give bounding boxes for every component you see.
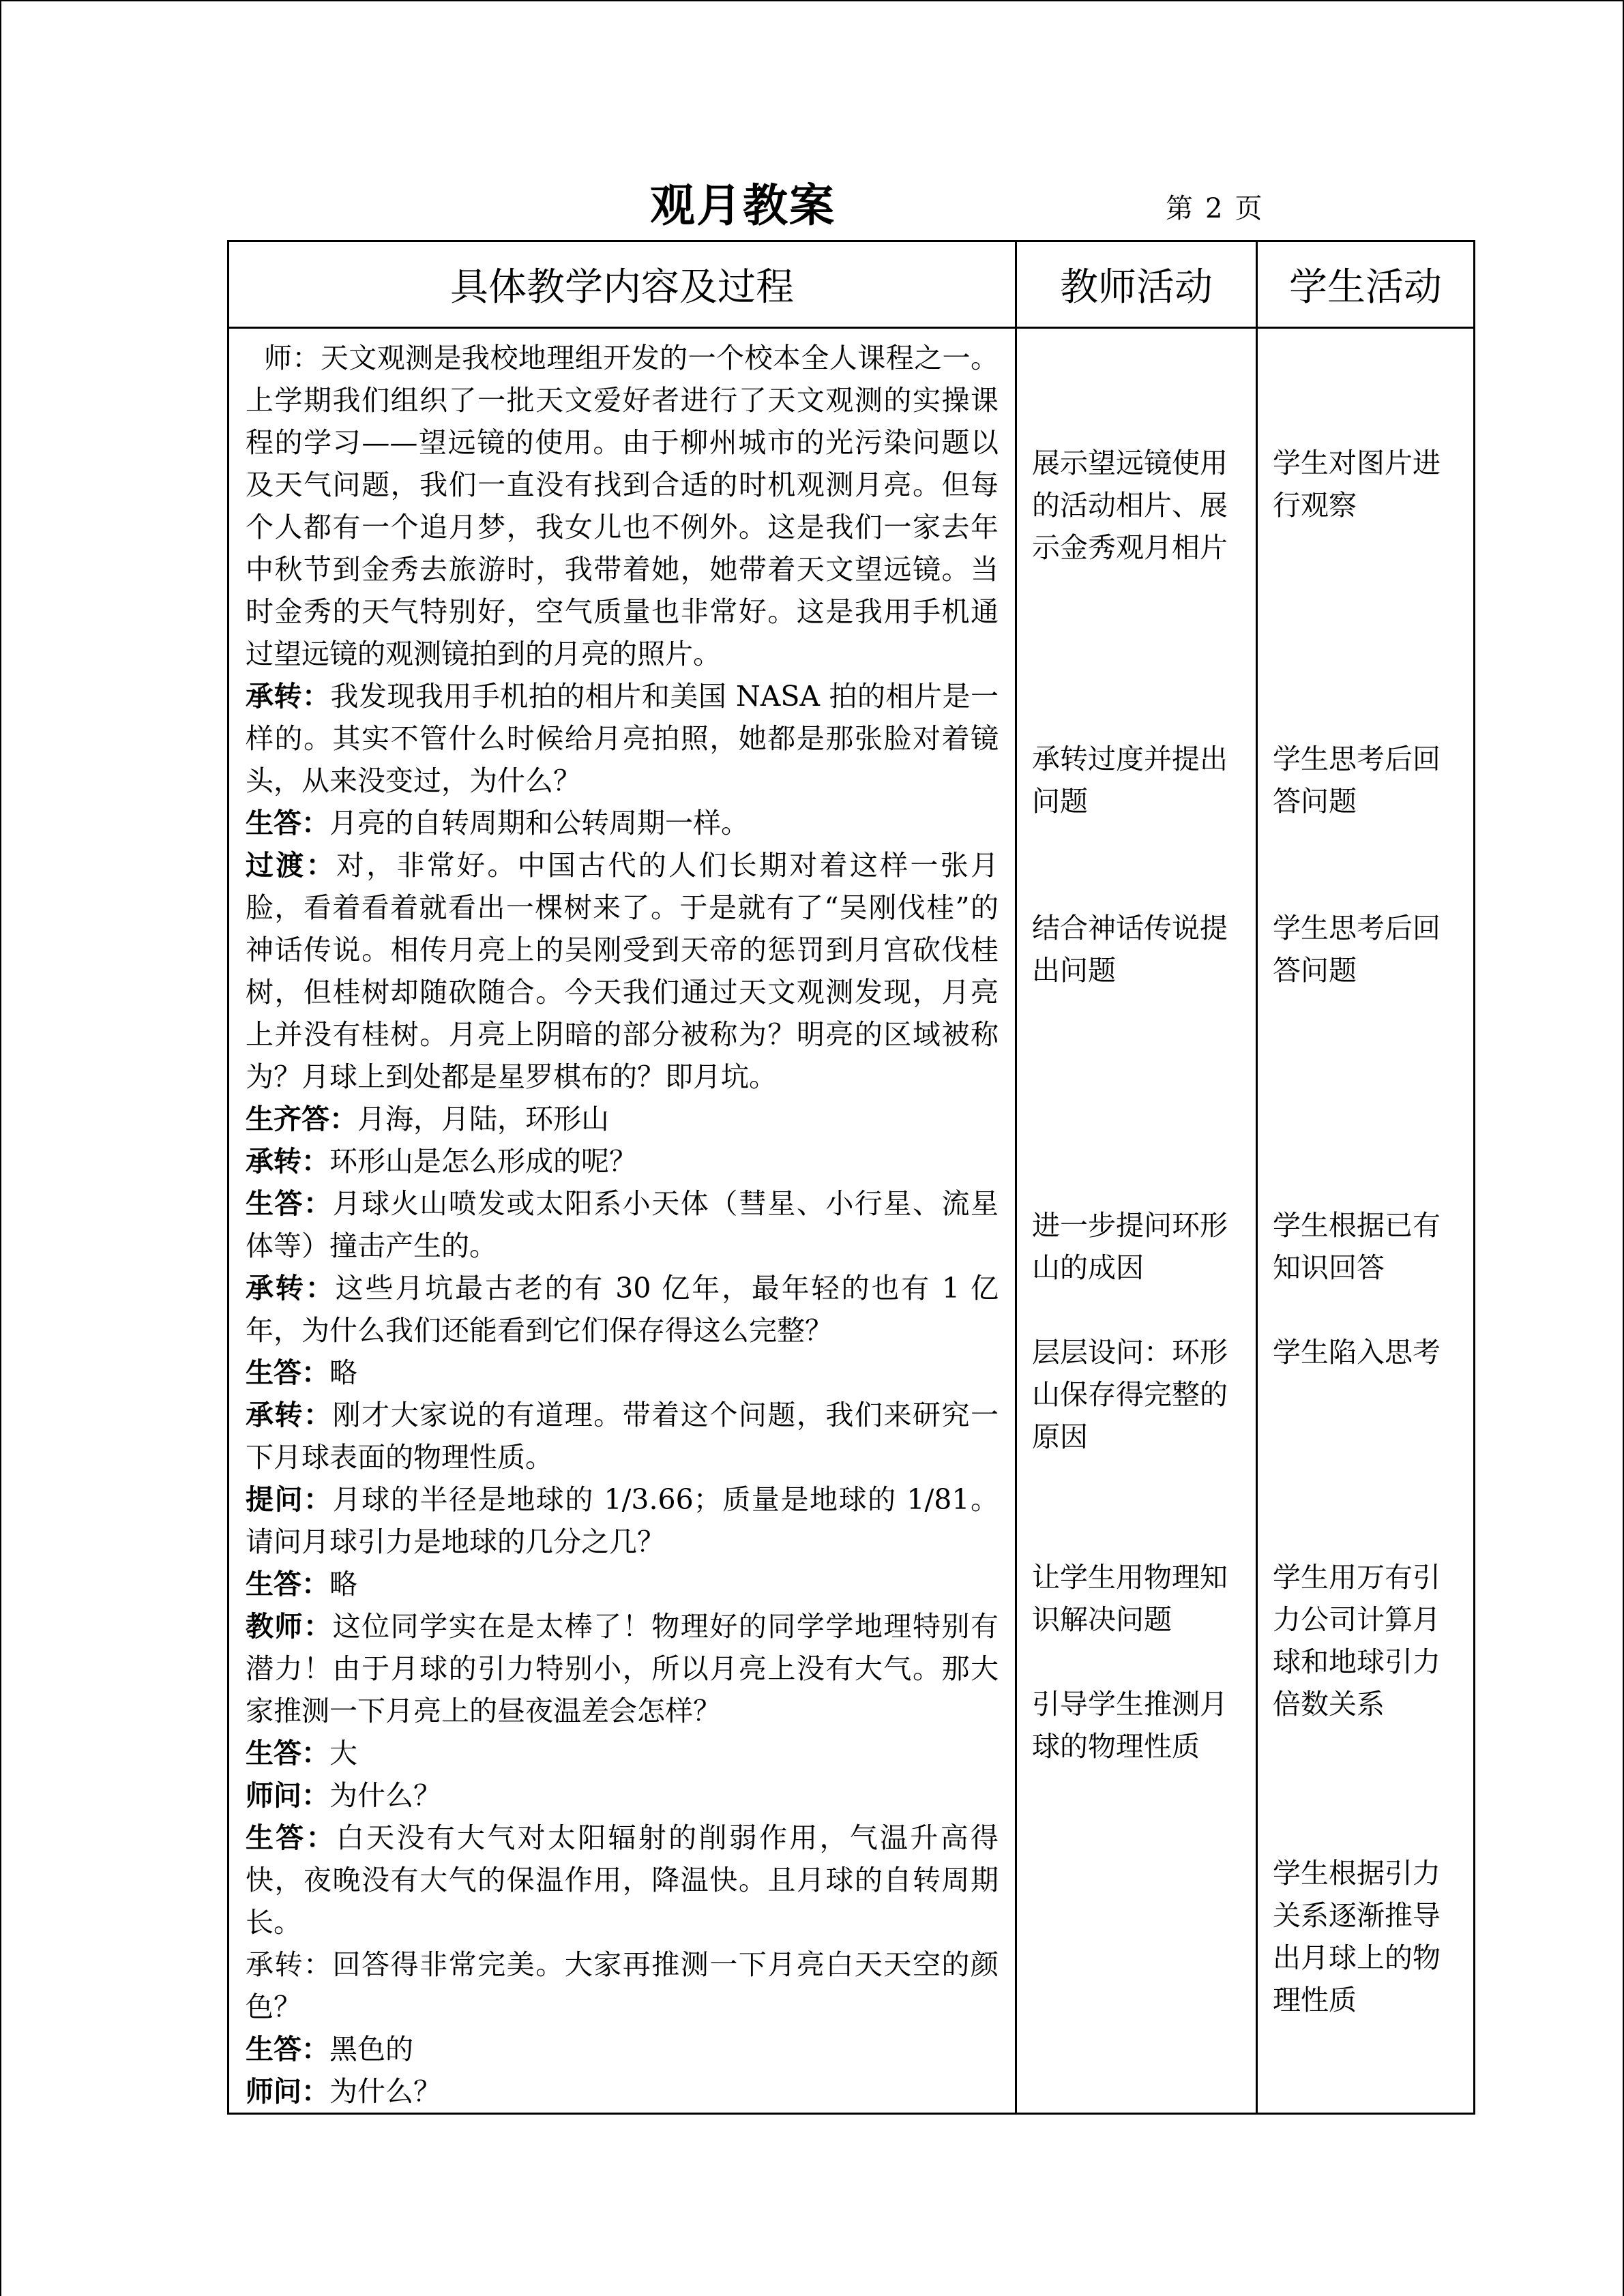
paragraph-text: 为什么？ — [329, 1779, 441, 1812]
paragraph-text: 师：天文观测是我校地理组开发的一个校本全人课程之一。上学期我们组织了一批天文爱好者进行了天文观测的实操课程的学习——望远镜的使用。由于柳州城市的光污染问题以及天气问题，我们一直没有找到合适的时机观测月亮。但每个人都有一个追月梦，我女儿也不例外。这是我们一家去年中秋节到金秀去旅游时，我带着她，她带着天文望远镜。当时金秀的天气特别好，空气质量也非常好。这是我用手机通过望远镜的观测镜拍到的月亮的照片。 — [246, 342, 999, 670]
speaker-label: 承转： — [246, 1399, 333, 1431]
speaker-label: 生答： — [246, 1821, 336, 1854]
paragraph-text: 略 — [329, 1356, 357, 1389]
paragraph-text: 对，非常好。中国古代的人们长期对着这样一张月脸，看着看着就看出一棵树来了。于是就有了“吴刚伐桂”的神话传说。相传月亮上的吴刚受到天帝的惩罚到月宫砍伐桂树，但桂树却随砍随合。今天我们通过天文观测发现，月亮上并没有桂树。月亮上阴暗的部分被称为？明亮的区域被称为？月球上到处都是星罗棋布的？即月坑。 — [246, 849, 999, 1093]
student-activity-note: 学生对图片进行观察 — [1273, 447, 1441, 522]
content-paragraph — [246, 1267, 999, 1352]
table-body-row — [228, 328, 1475, 2114]
teacher-activity-cell — [1016, 328, 1257, 2114]
page-label-suffix: 页 — [1235, 193, 1263, 224]
content-paragraph — [246, 675, 999, 802]
content-paragraph — [246, 337, 999, 675]
paragraph-text: 承转：回答得非常完美。大家再推测一下月亮白天天空的颜色？ — [246, 1948, 999, 2023]
paragraph-text: 这些月坑最古老的有 30 亿年，最年轻的也有 1 亿年，为什么我们还能看到它们保存得这么完整？ — [246, 1272, 999, 1347]
content-paragraph — [246, 1140, 999, 1182]
page-label-prefix: 第 — [1166, 193, 1193, 224]
student-activity-note: 学生思考后回答问题 — [1273, 912, 1441, 987]
paragraph-text: 刚才大家说的有道理。带着这个问题，我们来研究一下月球表面的物理性质。 — [246, 1399, 999, 1474]
paragraph-text: 月海，月陆，环形山 — [357, 1103, 609, 1135]
teaching-content-cell — [228, 328, 1016, 2114]
speaker-label: 教师： — [246, 1610, 333, 1643]
page-left-border — [0, 0, 1, 2296]
header-teacher-activity: 教师活动 — [1016, 241, 1257, 328]
teacher-activity-note: 结合神话传说提出问题 — [1032, 912, 1228, 987]
content-paragraph — [246, 1774, 999, 1817]
teacher-activity-note: 层层设问：环形山保存得完整的原因 — [1032, 1336, 1228, 1453]
student-activity-note: 学生根据引力关系逐渐推导出月球上的物理性质 — [1273, 1857, 1441, 2016]
student-activity-note: 学生根据已有知识回答 — [1273, 1209, 1441, 1284]
paragraph-text: 月球的半径是地球的 1/3.66；质量是地球的 1/81。请问月球引力是地球的几分之几？ — [246, 1483, 999, 1558]
student-activity-note: 学生陷入思考 — [1273, 1336, 1441, 1369]
content-paragraph — [246, 1394, 999, 1478]
speaker-label: 承转： — [246, 1272, 336, 1304]
speaker-label: 师问： — [246, 2075, 329, 2108]
paragraph-text: 月亮的自转周期和公转周期一样。 — [329, 807, 749, 839]
content-paragraph — [246, 2070, 999, 2113]
paragraph-text: 略 — [329, 1568, 357, 1600]
speaker-label: 生答： — [246, 1737, 329, 1770]
content-paragraph — [246, 1352, 999, 1394]
speaker-label: 生齐答： — [246, 1103, 357, 1135]
page-number-label — [1166, 187, 1262, 226]
paragraph-text: 白天没有大气对太阳辐射的削弱作用，气温升高得快，夜晚没有大气的保温作用，降温快。且月球的自转周期长。 — [246, 1821, 999, 1939]
content-paragraph — [246, 1182, 999, 1267]
content-paragraph — [246, 1478, 999, 1563]
teacher-activity-note: 引导学生推测月球的物理性质 — [1032, 1688, 1228, 1763]
speaker-label: 师问： — [246, 1779, 329, 1812]
student-activity-note: 学生思考后回答问题 — [1273, 743, 1441, 818]
content-paragraph — [246, 2028, 999, 2070]
teacher-activity-note: 让学生用物理知识解决问题 — [1032, 1561, 1228, 1636]
content-paragraph — [246, 1817, 999, 1943]
paragraph-text: 大 — [329, 1737, 357, 1770]
page-number: 2 — [1205, 193, 1223, 224]
table-header-row — [228, 241, 1475, 328]
student-activity-note: 学生用万有引力公司计算月球和地球引力倍数关系 — [1273, 1561, 1441, 1720]
student-activity-cell — [1257, 328, 1475, 2114]
content-paragraph — [246, 1732, 999, 1774]
page-top-border — [0, 0, 1624, 1]
teacher-activity-note: 进一步提问环形山的成因 — [1032, 1209, 1228, 1284]
content-paragraph — [246, 844, 999, 1098]
speaker-label: 生答： — [246, 1187, 333, 1220]
speaker-label: 承转： — [246, 680, 331, 713]
paragraph-text: 我发现我用手机拍的相片和美国 NASA 拍的相片是一样的。其实不管什么时候给月亮拍照，她都是那张脸对着镜头，从来没变过，为什么？ — [246, 680, 999, 797]
teacher-activity-note: 展示望远镜使用的活动相片、展示金秀观月相片 — [1032, 447, 1228, 564]
paragraph-text: 为什么？ — [329, 2075, 441, 2108]
paragraph-text: 月球火山喷发或太阳系小天体（彗星、小行星、流星体等）撞击产生的。 — [246, 1187, 999, 1262]
document-title: 观月教案 — [650, 179, 836, 232]
header-content-process: 具体教学内容及过程 — [228, 241, 1016, 328]
content-paragraph — [246, 1943, 999, 2028]
speaker-label: 生答： — [246, 1356, 329, 1389]
header-student-activity: 学生活动 — [1257, 241, 1475, 328]
paragraph-text: 这位同学实在是太棒了！物理好的同学学地理特别有潜力！由于月球的引力特别小，所以月亮上没有大气。那大家推测一下月亮上的昼夜温差会怎样？ — [246, 1610, 999, 1727]
lesson-plan-table — [227, 240, 1475, 2115]
speaker-label: 生答： — [246, 807, 329, 839]
content-paragraph — [246, 1098, 999, 1140]
speaker-label: 承转： — [246, 1145, 329, 1178]
paragraph-text: 环形山是怎么形成的呢？ — [329, 1145, 637, 1178]
document-header — [227, 164, 1473, 239]
speaker-label: 生答： — [246, 2033, 329, 2066]
speaker-label: 生答： — [246, 1568, 329, 1600]
speaker-label: 提问： — [246, 1483, 333, 1516]
teacher-activity-note: 承转过度并提出问题 — [1032, 743, 1228, 818]
content-paragraph — [246, 1605, 999, 1732]
content-paragraph — [246, 1563, 999, 1605]
content-paragraph — [246, 802, 999, 844]
speaker-label: 过渡： — [246, 849, 336, 882]
paragraph-text: 黑色的 — [329, 2033, 413, 2066]
